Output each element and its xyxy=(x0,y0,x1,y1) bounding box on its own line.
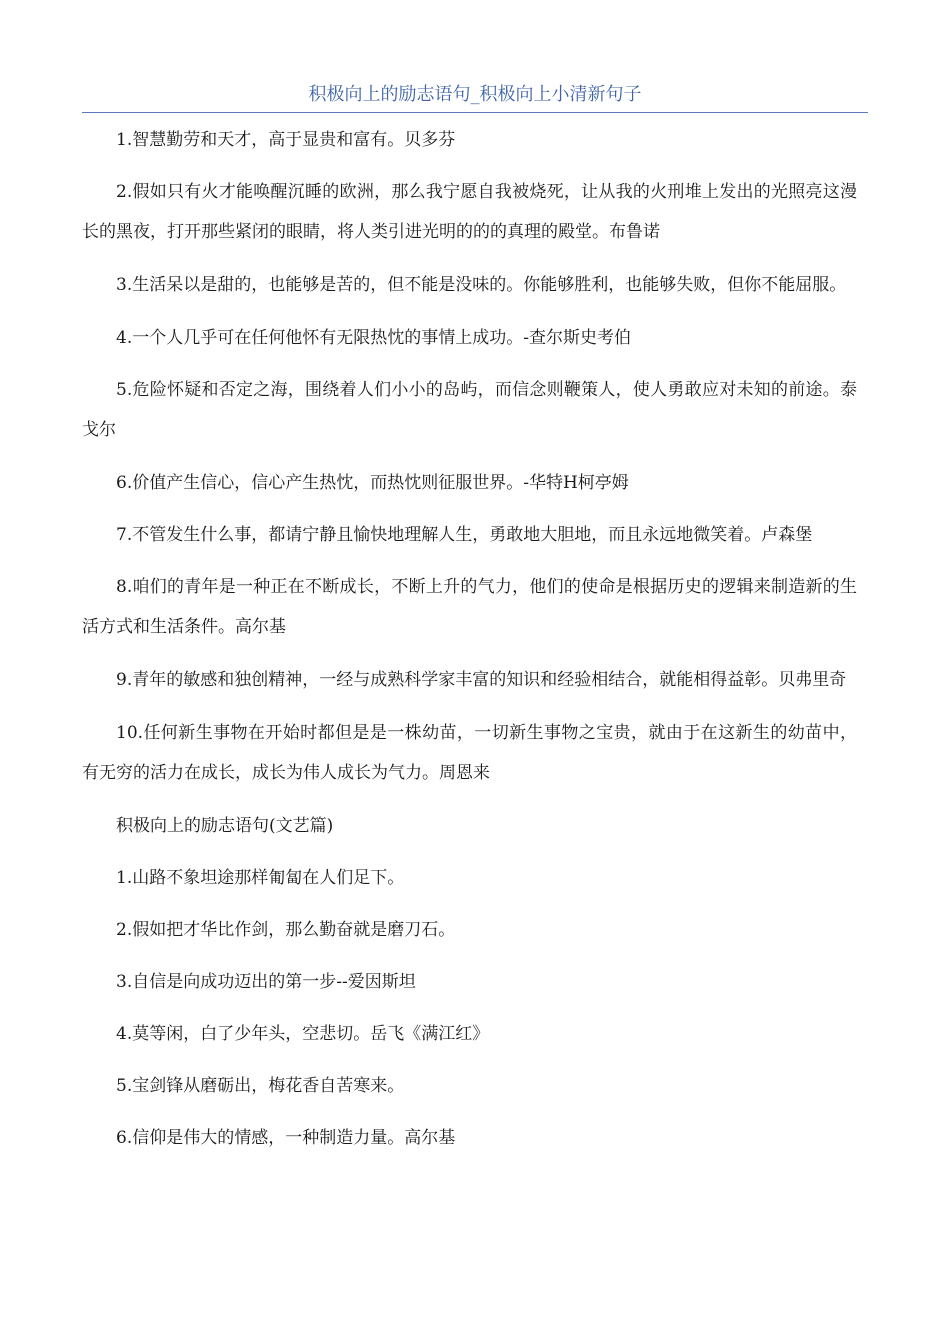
literary-quote-6: 6.信仰是伟大的情感，一种制造力量。高尔基 xyxy=(116,1128,456,1148)
literary-quote-2: 2.假如把才华比作剑，那么勤奋就是磨刀石。 xyxy=(116,920,456,940)
section-heading: 积极向上的励志语句(文艺篇) xyxy=(116,816,334,836)
literary-quote-4: 4.莫等闲，白了少年头，空悲切。岳飞《满江红》 xyxy=(116,1024,490,1044)
quote-7: 7.不管发生什么事，都请宁静且愉快地理解人生，勇敢地大胆地，而且永远地微笑着。卢森堡 xyxy=(116,525,813,545)
quote-3: 3.生活呆以是甜的，也能够是苦的，但不能是没味的。你能够胜利，也能够失败，但你不能屈服。 xyxy=(116,275,847,295)
quote-6: 6.价值产生信心，信心产生热忱，而热忱则征服世界。-华特H柯亭姆 xyxy=(116,473,629,493)
quote-2: 2.假如只有火才能唤醒沉睡的欧洲，那么我宁愿自我被烧死，让从我的火刑堆上发出的光照亮这漫长的黑夜，打开那些紧闭的眼睛，将人类引进光明的的的真理的殿堂。布鲁诺 xyxy=(82,182,857,242)
quote-4: 4.一个人几乎可在任何他怀有无限热忱的事情上成功。-查尔斯史考伯 xyxy=(116,328,631,348)
document-body xyxy=(82,120,857,1170)
page-title: 积极向上的励志语句_积极向上小清新句子 xyxy=(82,80,868,113)
quote-1: 1.智慧勤劳和天才，高于显贵和富有。贝多芬 xyxy=(116,130,456,150)
quote-8: 8.咱们的青年是一种正在不断成长，不断上升的气力，他们的使命是根据历史的逻辑来制造新的生活方式和生活条件。高尔基 xyxy=(82,577,857,637)
literary-quote-1: 1.山路不象坦途那样匍匐在人们足下。 xyxy=(116,868,405,888)
quote-9: 9.青年的敏感和独创精神，一经与成熟科学家丰富的知识和经验相结合，就能相得益彰。贝弗里奇 xyxy=(116,670,847,690)
literary-quote-5: 5.宝剑锋从磨砺出，梅花香自苦寒来。 xyxy=(116,1076,405,1096)
quote-10: 10.任何新生事物在开始时都但是是一株幼苗，一切新生事物之宝贵，就由于在这新生的幼苗中，有无穷的活力在成长，成长为伟人成长为气力。周恩来 xyxy=(82,723,857,783)
quote-5: 5.危险怀疑和否定之海，围绕着人们小小的岛屿，而信念则鞭策人，使人勇敢应对未知的前途。泰戈尔 xyxy=(82,380,857,440)
literary-quote-3: 3.自信是向成功迈出的第一步--爱因斯坦 xyxy=(116,972,416,992)
